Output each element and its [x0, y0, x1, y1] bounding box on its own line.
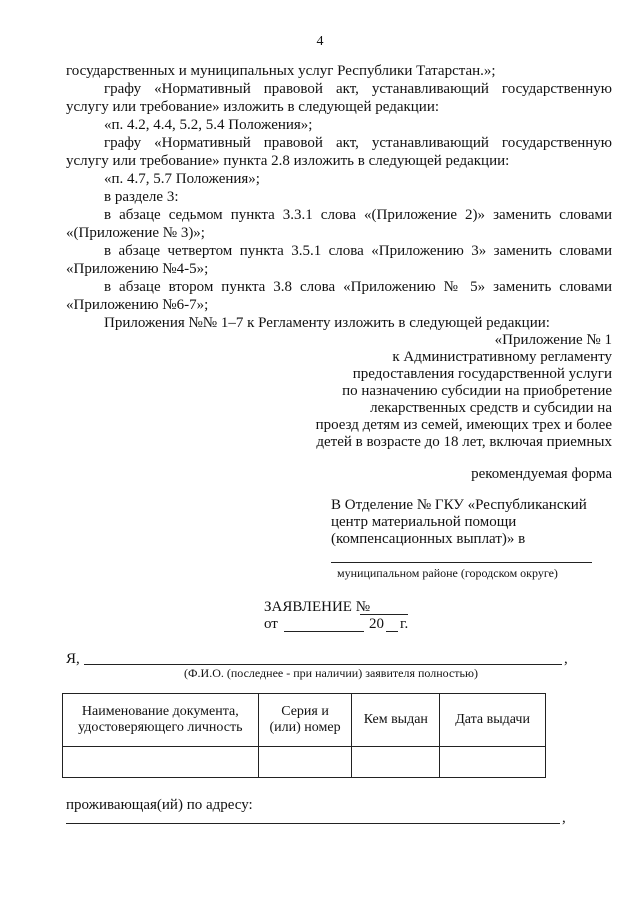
- appendix-header-line: детей в возрасте до 18 лет, включая приемных: [316, 434, 612, 450]
- table-header-document: Наименование документа, удостоверяющего личность: [63, 694, 259, 747]
- appendix-header-line: к Административному регламенту: [392, 349, 612, 365]
- body-line-6: услугу или требование» пункта 2.8 изложить в следующей редакции:: [66, 153, 510, 169]
- page-number: 4: [316, 34, 324, 49]
- addressee-line: центр материальной помощи: [331, 514, 517, 530]
- body-line-15: Приложения №№ 1–7 к Регламенту изложить в следующей редакции:: [104, 315, 550, 331]
- appendix-header-line: «Приложение № 1: [494, 332, 612, 348]
- body-line-11: в абзаце четвертом пункта 3.5.1 слова «Приложению 3» заменить словами: [104, 243, 612, 259]
- statement-year-suffix: г.: [400, 616, 409, 632]
- body-line-14: «Приложению №6-7»;: [66, 297, 209, 313]
- table-cell-issued-by[interactable]: [352, 747, 440, 778]
- body-line-9: в абзаце седьмом пункта 3.3.1 слова «(Приложение 2)» заменить словами: [104, 207, 612, 223]
- body-line-1: государственных и муниципальных услуг Республики Татарстан.»;: [66, 63, 496, 79]
- body-line-3: услугу или требование» изложить в следующей редакции:: [66, 99, 440, 115]
- table-cell-series[interactable]: [258, 747, 352, 778]
- applicant-name-line: [84, 664, 562, 665]
- residence-suffix: ,: [562, 810, 566, 826]
- statement-number-line: [360, 614, 408, 615]
- appendix-header-line: проезд детям из семей, имеющих трех и более: [315, 417, 612, 433]
- table-cell-document[interactable]: [63, 747, 259, 778]
- table-row: [63, 747, 546, 778]
- table-header-row: [63, 694, 546, 747]
- applicant-caption: (Ф.И.О. (последнее - при наличии) заявителя полностью): [184, 666, 478, 680]
- body-line-5: графу «Нормативный правовой акт, устанавливающий государственную: [104, 135, 612, 151]
- id-document-table: [62, 693, 546, 778]
- addressee-line: (компенсационных выплат)» в: [331, 531, 526, 547]
- residence-address-line: [66, 823, 560, 824]
- table-cell-issue-date[interactable]: [440, 747, 546, 778]
- addressee-caption: муниципальном районе (городском округе): [337, 566, 558, 580]
- table-header-issued-by: Кем выдан: [352, 694, 440, 747]
- statement-date-line: [284, 631, 364, 632]
- body-line-2: графу «Нормативный правовой акт, устанавливающий государственную: [104, 81, 612, 97]
- form-note: рекомендуемая форма: [471, 466, 612, 482]
- statement-year-line: [386, 631, 398, 632]
- body-line-7: «п. 4.7, 5.7 Положения»;: [104, 171, 260, 187]
- body-line-8: в разделе 3:: [104, 189, 179, 205]
- residence-label: проживающая(ий) по адресу:: [66, 797, 253, 813]
- body-line-10: «(Приложение № 3)»;: [66, 225, 205, 241]
- statement-year-prefix: 20: [369, 616, 384, 632]
- addressee-line: В Отделение № ГКУ «Республиканский: [331, 497, 587, 513]
- appendix-header-line: по назначению субсидии на приобретение: [342, 383, 612, 399]
- statement-title: ЗАЯВЛЕНИЕ №: [264, 599, 371, 615]
- applicant-suffix: ,: [564, 651, 568, 667]
- addressee-underline: [331, 562, 592, 563]
- body-line-4: «п. 4.2, 4.4, 5.2, 5.4 Положения»;: [104, 117, 313, 133]
- appendix-header-line: лекарственных средств и субсидии на: [370, 400, 612, 416]
- applicant-prefix: Я,: [66, 651, 80, 667]
- appendix-header-line: предоставления государственной услуги: [352, 366, 612, 382]
- statement-from: от: [264, 616, 278, 632]
- table-header-series: Серия и (или) номер: [258, 694, 352, 747]
- body-line-13: в абзаце втором пункта 3.8 слова «Приложению № 5» заменить словами: [104, 279, 612, 295]
- body-line-12: «Приложению №4-5»;: [66, 261, 209, 277]
- table-header-issue-date: Дата выдачи: [440, 694, 546, 747]
